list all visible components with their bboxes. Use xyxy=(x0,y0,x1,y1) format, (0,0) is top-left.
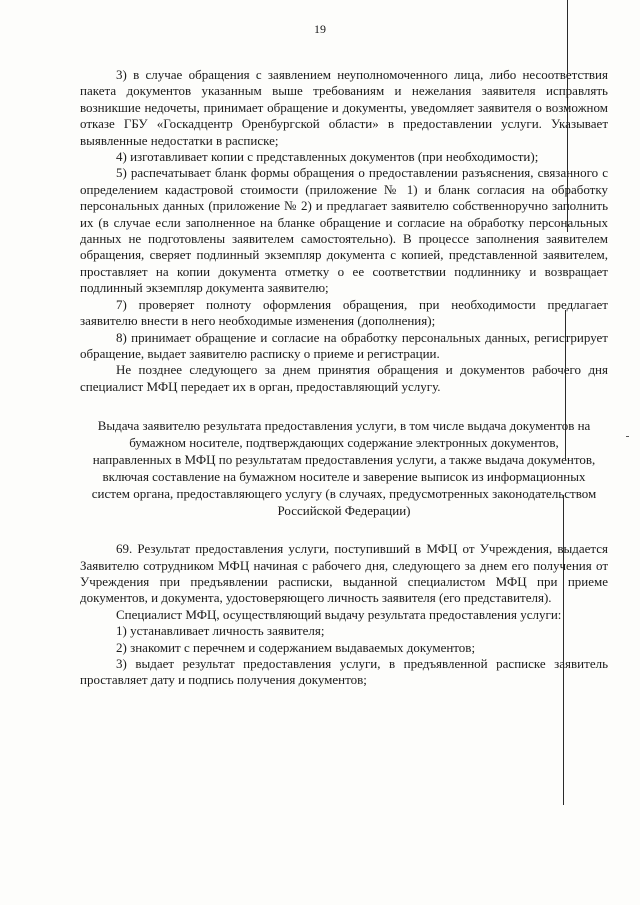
list-item: 2) знакомит с перечнем и содержанием выдаваемых документов; xyxy=(116,639,476,655)
list-item: 1) устанавливает личность заявителя; xyxy=(116,623,325,639)
paragraph: 5) распечатывает бланк формы обращения о предоставлении разъяснения, связанного с определением кадастровой стоимости (приложение № 1) и бланк согласия на обработку персональных данных (приложение № 2) и предлагает заявителю собственноручно заполнить их (в случае если заполненное на бланке обращение и согласие на обработку персональных данных не подготовлены заявителем самостоятельно). В процессе заполнения заявителем обращения, сверяет подлинный экземпляр документа с копией, представленной заявителем, проставляет на копии документа отметку о ее соответствии подлиннику и возвращает подлинный экземпляр документа заявителю; xyxy=(80,165,608,296)
section-heading: Выдача заявителю результата предоставления услуги, в том числе выдача документов на бумажном носителе, подтверждающих содержание электронных документов, направленных в МФЦ по результатам предоставления услуги, а также выдача документов, включая составление на бумажном носителе и заверение выписок из информационных систем органа, предоставляющего услугу (в случаях, предусмотренных законодательством Российской Федерации) xyxy=(91,418,597,519)
paragraph: 69. Результат предоставления услуги, поступивший в МФЦ от Учреждения, выдается Заявителю сотрудником МФЦ начиная с рабочего дня, следующего за днем его получения от Учреждения при предъявлении расписки, выданной специалистом МФЦ при приеме документов, и документа, удостоверяющего личность заявителя (его представителя). xyxy=(80,541,608,606)
paragraph: 4) изготавливает копии с представленных документов (при необходимости); xyxy=(116,149,539,165)
paragraph: 3) в случае обращения с заявлением неуполномоченного лица, либо несоответствия пакета документов указанным выше требованиям и нежелания заявителя исправлять возникшие недочеты, принимает обращение и документы, уведомляет заявителя о возможном отказе ГБУ «Госкадцентр Оренбургской области» в предоставлении услуги. Указывает выявленные недостатки в расписке; xyxy=(80,67,608,148)
page-number: 19 xyxy=(314,22,326,36)
paragraph: Не позднее следующего за днем принятия обращения и документов рабочего дня специалист МФЦ передает их в орган, предоставляющий услугу. xyxy=(80,362,608,394)
paragraph: 8) принимает обращение и согласие на обработку персональных данных, регистрирует обращение, выдает заявителю расписку о приеме и регистрации. xyxy=(80,329,608,361)
scan-artifact-mark xyxy=(626,436,629,437)
paragraph: Специалист МФЦ, осуществляющий выдачу результата предоставления услуги: xyxy=(116,606,562,622)
paragraph: 7) проверяет полноту оформления обращения, при необходимости предлагает заявителю внести в него необходимые изменения (дополнения); xyxy=(80,296,608,329)
document-body xyxy=(80,67,608,689)
list-item: 3) выдает результат предоставления услуги, в предъявленной расписке заявитель проставляет дату и подпись получения документов; xyxy=(80,655,608,688)
